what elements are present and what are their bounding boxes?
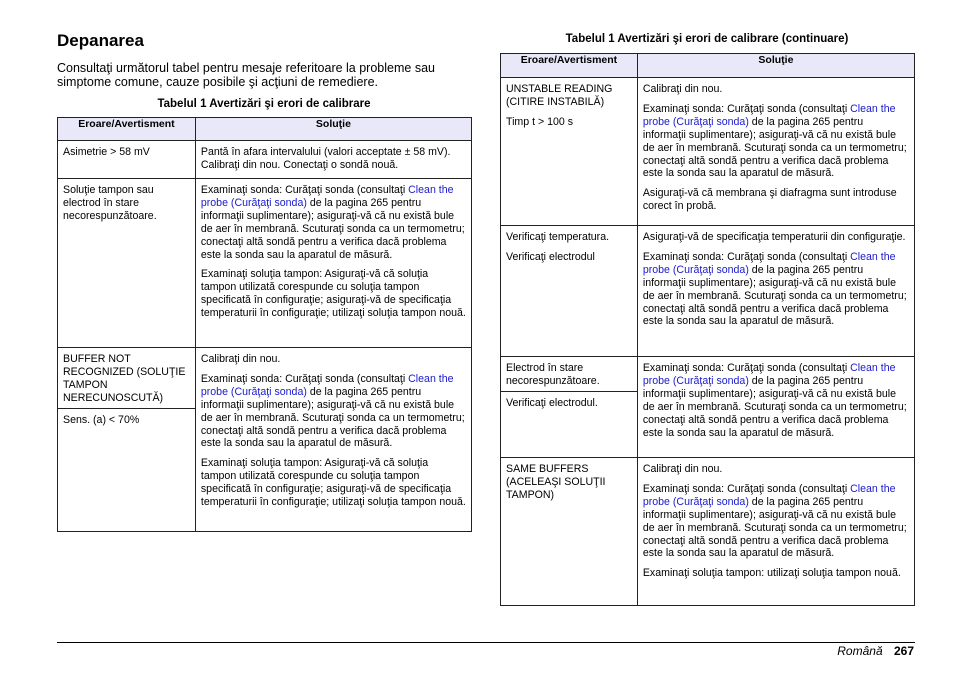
calibration-table-right	[500, 53, 915, 606]
clean-probe-link[interactable]: Clean the probe (Curăţaţi sonda)	[642, 482, 896, 508]
table-caption-right: Tabelul 1 Avertizări şi erori de calibrare (continuare)	[565, 33, 849, 45]
page-title: Depanarea	[57, 31, 144, 50]
error-cell: BUFFER NOT RECOGNIZED (SOLUŢIE TAMPON NERECUNOSCUTĂ)	[58, 348, 196, 409]
solution-cell: Pantă în afara intervalului (valori acceptate ± 58 mV). Calibraţi din nou. Conectaţi o sondă nouă.	[195, 141, 471, 179]
error-cell: Sens. (a) < 70%	[58, 408, 196, 531]
table-row	[58, 179, 472, 348]
page-footer	[837, 644, 914, 658]
solution-cell: Asiguraţi-vă de specificaţia temperaturii din configuraţie. Examinaţi sonda: Curăţaţi sonda (consultaţi Clean the probe (Curăţaţi sonda) de la pagina 265 pentru informaţii suplimentare); asiguraţi-vă că nu există bule de aer în membrană. Scuturaţi sonda ca un termometru; conectaţi altă sondă pentru a verifica dacă problema este la sonda sau la aparatul de măsură.	[637, 226, 914, 357]
solution-cell: Examinaţi sonda: Curăţaţi sonda (consultaţi Clean the probe (Curăţaţi sonda) de la pagina 265 pentru informaţii suplimentare); asiguraţi-vă că nu există bule de aer în membrană. Scuturaţi sonda ca un termometru; conectaţi altă sondă pentru a verifica dacă problema este la sonda sau la aparatul de măsură. Examinaţi soluţia tampon: Asiguraţi-vă că soluţia tampon utilizată corespunde cu soluţia tampon specificată în configuraţie; asiguraţi-vă de specificaţia temperaturii în configuraţie; utilizaţi soluţia tampon nouă.	[195, 179, 471, 348]
table-row	[501, 78, 915, 226]
calibration-table-left	[57, 117, 472, 532]
error-cell: Verificaţi electrodul.	[501, 392, 638, 458]
footer-divider	[57, 642, 915, 643]
clean-probe-link[interactable]: Clean the probe (Curăţaţi sonda)	[642, 362, 896, 387]
error-cell: Soluţie tampon sau electrod în stare necorespunzătoare.	[58, 179, 196, 348]
table-caption-left: Tabelul 1 Avertizări şi erori de calibrare	[157, 98, 371, 110]
solution-cell: Calibraţi din nou. Examinaţi sonda: Curăţaţi sonda (consultaţi Clean the probe (Curăţaţi sonda) de la pagina 265 pentru informaţii suplimentare); asiguraţi-vă că nu există bule de aer în membrană. Scuturaţi sonda ca un termometru; conectaţi altă sondă pentru a verifica dacă problema este la sonda sau la aparatul de măsură. Asiguraţi-vă că membrana şi diafragma sunt introduse corect în probă.	[637, 78, 914, 226]
error-cell: Verificaţi temperatura. Verificaţi electrodul	[501, 226, 638, 357]
column-header-error: Eroare/Avertisment	[58, 118, 196, 141]
error-cell: SAME BUFFERS (ACELEAŞI SOLUŢII TAMPON)	[501, 458, 638, 606]
table-row	[58, 141, 472, 179]
column-header-error: Eroare/Avertisment	[501, 54, 638, 78]
solution-cell: Calibraţi din nou. Examinaţi sonda: Curăţaţi sonda (consultaţi Clean the probe (Curăţaţi sonda) de la pagina 265 pentru informaţii suplimentare); asiguraţi-vă că nu există bule de aer în membrană. Scuturaţi sonda ca un termometru; conectaţi altă sondă pentru a verifica dacă problema este la sonda sau la aparatul de măsură. Examinaţi soluţia tampon: Asiguraţi-vă că soluţia tampon utilizată corespunde cu soluţia tampon specificată în configuraţie; asiguraţi-vă de specificaţia temperaturii în configuraţie; utilizaţi soluţia tampon nouă.	[195, 348, 471, 532]
solution-cell: Examinaţi sonda: Curăţaţi sonda (consultaţi Clean the probe (Curăţaţi sonda) de la pagina 265 pentru informaţii suplimentare); asiguraţi-vă că nu există bule de aer în membrană. Scuturaţi sonda ca un termometru; conectaţi altă sondă pentru a verifica dacă problema este la sonda sau la aparatul de măsură.	[637, 357, 914, 458]
page-number: 267	[893, 644, 914, 658]
error-cell: UNSTABLE READING (CITIRE INSTABILĂ) Timp t > 100 s	[501, 78, 638, 226]
column-header-solution: Soluţie	[195, 118, 471, 141]
table-row	[501, 458, 915, 606]
clean-probe-link[interactable]: Clean the probe (Curăţaţi sonda)	[200, 184, 454, 209]
clean-probe-link[interactable]: Clean the probe (Curăţaţi sonda)	[200, 372, 454, 398]
table-row	[501, 226, 915, 357]
error-cell: Electrod în stare necorespunzătoare.	[501, 357, 638, 392]
intro-paragraph: Consultaţi următorul tabel pentru mesaje referitoare la probleme sau simptome comune, cauze posibile şi acţiuni de remediere.	[57, 61, 435, 89]
footer-language: Română	[837, 644, 883, 658]
table-row	[501, 357, 915, 392]
clean-probe-link[interactable]: Clean the probe (Curăţaţi sonda)	[642, 250, 896, 276]
clean-probe-link[interactable]: Clean the probe (Curăţaţi sonda)	[642, 102, 896, 128]
column-header-solution: Soluţie	[637, 54, 914, 78]
solution-cell: Calibraţi din nou. Examinaţi sonda: Curăţaţi sonda (consultaţi Clean the probe (Curăţaţi sonda) de la pagina 265 pentru informaţii suplimentare); asiguraţi-vă că nu există bule de aer în membrană. Scuturaţi sonda ca un termometru; conectaţi altă sondă pentru a verifica dacă problema este la sonda sau la aparatul de măsură. Examinaţi soluţia tampon: utilizaţi soluţia tampon nouă.	[637, 458, 914, 606]
table-row	[58, 348, 472, 409]
error-cell: Asimetrie > 58 mV	[58, 141, 196, 179]
